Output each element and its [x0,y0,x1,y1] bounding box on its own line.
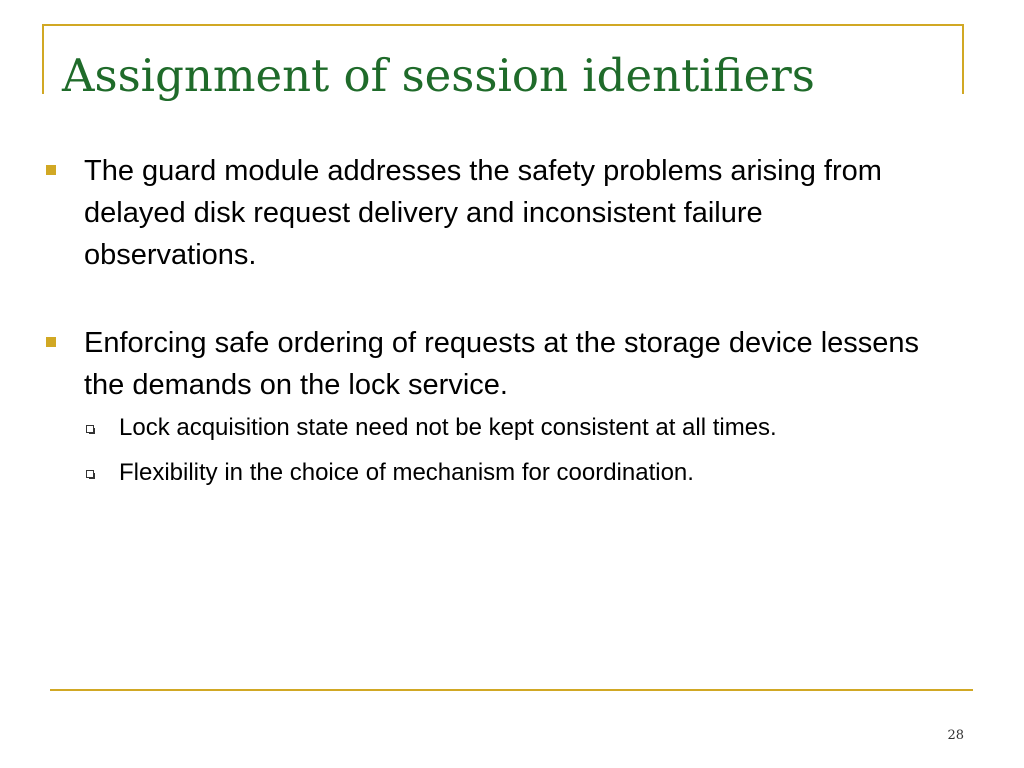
sub-bullet-item [84,410,924,446]
slide-title: Assignment of session identifiers [62,49,815,102]
bullet-list [44,150,924,491]
square-bullet-icon [46,337,56,347]
bullet-item [44,150,924,276]
sub-bullet-text: Flexibility in the choice of mechanism for coordination. [119,459,694,486]
page-number: 28 [947,728,964,743]
frame-left-line [42,24,44,94]
sub-bullet-item [84,455,924,491]
sub-bullet-text: Lock acquisition state need not be kept consistent at all times. [119,414,777,441]
footer-line [50,689,973,691]
bullet-item [44,322,924,491]
frame-right-line [962,24,964,94]
bullet-text: Enforcing safe ordering of requests at the storage device lessens the demands on the lock service. [84,327,920,401]
hollow-box-bullet-icon [86,470,94,478]
frame-top-line [42,24,964,26]
square-bullet-icon [46,165,56,175]
bullet-text: The guard module addresses the safety problems arising from delayed disk request delivery and inconsistent failure observations. [84,155,882,271]
sub-bullet-list [84,410,924,491]
hollow-box-bullet-icon [86,425,94,433]
